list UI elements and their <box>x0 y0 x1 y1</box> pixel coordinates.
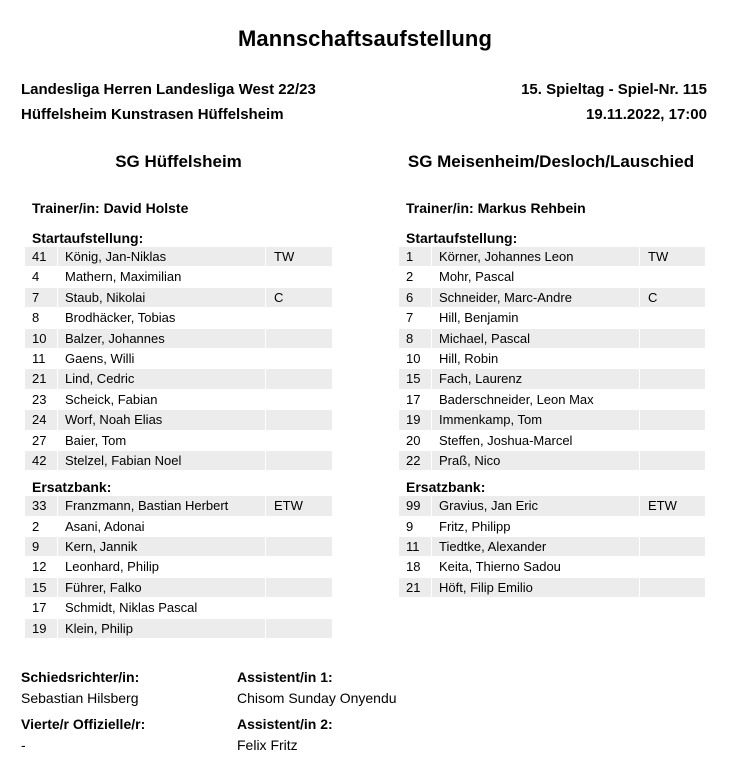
league-name: Landesliga Herren Landesliga West 22/23 <box>21 81 316 98</box>
player-number: 9 <box>406 518 414 534</box>
player-name: Worf, Noah Elias <box>58 410 265 429</box>
player-row <box>399 288 705 308</box>
player-number: 10 <box>25 329 57 348</box>
player-row <box>399 329 705 349</box>
player-name: Baier, Tom <box>65 432 127 448</box>
player-role <box>640 517 705 536</box>
player-name: Franzmann, Bastian Herbert <box>58 496 265 515</box>
fourth-official-block <box>21 715 145 754</box>
player-number: 19 <box>399 410 431 429</box>
home-team-name: SG Hüffelsheim <box>115 152 242 171</box>
assistant2-label: Assistent/in 2: <box>237 716 333 732</box>
player-role <box>640 308 705 327</box>
player-name: König, Jan-Niklas <box>58 247 265 266</box>
player-row <box>25 329 332 349</box>
player-role <box>266 598 332 617</box>
player-role <box>266 451 332 470</box>
player-name: Tiedtke, Alexander <box>432 537 639 556</box>
player-number: 15 <box>25 578 57 597</box>
player-name: Mohr, Pascal <box>439 269 515 285</box>
player-name: Brodhäcker, Tobias <box>65 310 176 326</box>
player-number: 2 <box>406 269 414 285</box>
page-title: Mannschaftsaufstellung <box>237 26 492 51</box>
player-name: Praß, Nico <box>432 451 639 470</box>
player-role <box>266 517 332 536</box>
home-lineup <box>25 199 332 639</box>
player-role: C <box>640 288 705 307</box>
player-number: 18 <box>406 559 421 575</box>
player-name: Höft, Filip Emilio <box>432 578 639 597</box>
player-row <box>25 517 332 537</box>
player-name: Asani, Adonai <box>65 518 145 534</box>
player-role <box>640 267 705 286</box>
player-name: Steffen, Joshua-Marcel <box>439 432 573 448</box>
home-starting-label: Startaufstellung: <box>32 230 144 246</box>
player-number: 22 <box>399 451 431 470</box>
away-lineup <box>399 199 705 598</box>
player-number: 21 <box>25 369 57 388</box>
player-row <box>25 598 332 618</box>
player-row <box>399 451 705 471</box>
player-number: 7 <box>25 288 57 307</box>
player-name: Körner, Johannes Leon <box>432 247 639 266</box>
player-row <box>25 537 332 557</box>
player-name: Gravius, Jan Eric <box>432 496 639 515</box>
player-role <box>266 557 332 576</box>
player-role <box>640 431 705 450</box>
fourth-official-name: - <box>21 737 26 753</box>
player-role <box>640 369 705 388</box>
player-role <box>640 390 705 409</box>
player-role <box>266 537 332 556</box>
player-number: 19 <box>25 619 57 638</box>
away-starting-label: Startaufstellung: <box>406 230 518 246</box>
player-row <box>25 267 332 287</box>
player-name: Schneider, Marc-Andre <box>432 288 639 307</box>
player-number: 4 <box>32 269 40 285</box>
player-role: ETW <box>640 496 705 515</box>
player-role <box>266 308 332 327</box>
player-name: Schmidt, Niklas Pascal <box>65 600 198 616</box>
player-number: 7 <box>406 310 414 326</box>
player-row <box>399 431 705 451</box>
away-bench-list <box>399 496 705 598</box>
player-name: Gaens, Willi <box>65 350 135 366</box>
player-role <box>640 410 705 429</box>
player-row <box>25 247 332 267</box>
player-name: Mathern, Maximilian <box>65 269 182 285</box>
player-role <box>266 619 332 638</box>
player-role <box>266 329 332 348</box>
player-row <box>25 410 332 430</box>
away-starting-list <box>399 247 705 471</box>
player-row <box>399 390 705 410</box>
player-role <box>640 349 705 368</box>
player-number: 12 <box>32 559 47 575</box>
player-role <box>640 578 705 597</box>
player-row <box>399 267 705 287</box>
player-name: Leonhard, Philip <box>65 559 159 575</box>
player-number: 1 <box>399 247 431 266</box>
player-number: 2 <box>32 518 40 534</box>
home-bench-list <box>25 496 332 639</box>
player-row <box>25 451 332 471</box>
player-name: Immenkamp, Tom <box>432 410 639 429</box>
player-row <box>399 308 705 328</box>
player-role <box>640 537 705 556</box>
player-number: 6 <box>399 288 431 307</box>
home-trainer: Trainer/in: David Holste <box>32 200 189 216</box>
player-name: Fritz, Philipp <box>439 518 511 534</box>
player-name: Stelzel, Fabian Noel <box>58 451 265 470</box>
player-role <box>640 329 705 348</box>
assistant1-label: Assistent/in 1: <box>237 669 333 685</box>
player-row <box>399 247 705 267</box>
player-number: 15 <box>399 369 431 388</box>
player-number: 21 <box>399 578 431 597</box>
home-starting-list <box>25 247 332 471</box>
player-row <box>399 369 705 389</box>
player-number: 23 <box>32 391 47 407</box>
player-number: 11 <box>32 350 46 366</box>
player-number: 24 <box>25 410 57 429</box>
player-row <box>399 578 705 598</box>
player-role: C <box>266 288 332 307</box>
player-row <box>25 496 332 516</box>
player-role <box>266 390 332 409</box>
fourth-official-label: Vierte/r Offizielle/r: <box>21 716 146 732</box>
player-row <box>399 517 705 537</box>
player-name: Führer, Falko <box>58 578 265 597</box>
player-row <box>399 349 705 369</box>
referee-name: Sebastian Hilsberg <box>21 690 139 706</box>
player-number: 11 <box>399 537 431 556</box>
player-row <box>399 537 705 557</box>
player-row <box>25 390 332 410</box>
player-row <box>25 369 332 389</box>
player-role <box>266 369 332 388</box>
player-row <box>25 557 332 577</box>
player-name: Michael, Pascal <box>432 329 639 348</box>
player-role <box>640 451 705 470</box>
player-number: 9 <box>25 537 57 556</box>
player-role: TW <box>640 247 705 266</box>
player-number: 20 <box>406 432 421 448</box>
player-row <box>25 619 332 639</box>
referee-label: Schiedsrichter/in: <box>21 669 140 685</box>
player-row <box>25 288 332 308</box>
player-role <box>266 349 332 368</box>
venue-name: Hüffelsheim Kunstrasen Hüffelsheim <box>21 106 284 123</box>
player-number: 10 <box>406 350 421 366</box>
away-team-name: SG Meisenheim/Desloch/Lauschied <box>407 152 695 171</box>
player-row <box>25 578 332 598</box>
player-name: Hill, Benjamin <box>439 310 519 326</box>
player-number: 42 <box>25 451 57 470</box>
player-name: Scheick, Fabian <box>65 391 158 407</box>
player-name: Hill, Robin <box>439 350 499 366</box>
referee-block <box>21 668 139 707</box>
home-bench-label: Ersatzbank: <box>32 479 112 496</box>
player-name: Staub, Nikolai <box>58 288 265 307</box>
player-number: 8 <box>32 310 40 326</box>
player-number: 27 <box>32 432 47 448</box>
assistant2-name: Felix Fritz <box>237 737 298 753</box>
assistant1-name: Chisom Sunday Onyendu <box>237 690 397 706</box>
player-row <box>25 431 332 451</box>
player-role <box>266 410 332 429</box>
player-name: Fach, Laurenz <box>432 369 639 388</box>
player-number: 33 <box>25 496 57 515</box>
player-role <box>640 557 705 576</box>
match-datetime: 19.11.2022, 17:00 <box>586 106 707 123</box>
player-number: 99 <box>399 496 431 515</box>
player-number: 8 <box>399 329 431 348</box>
player-row <box>399 557 705 577</box>
player-row <box>25 308 332 328</box>
away-trainer: Trainer/in: Markus Rehbein <box>406 200 586 216</box>
away-bench-label: Ersatzbank: <box>406 479 486 496</box>
player-name: Lind, Cedric <box>58 369 265 388</box>
player-name: Klein, Philip <box>58 619 265 638</box>
player-number: 17 <box>406 391 421 407</box>
matchday-info: 15. Spieltag - Spiel-Nr. 115 <box>521 81 707 98</box>
player-role <box>266 431 332 450</box>
player-name: Kern, Jannik <box>58 537 265 556</box>
player-number: 17 <box>32 600 47 616</box>
player-row <box>399 410 705 430</box>
assistant2-block <box>237 715 333 754</box>
player-row <box>399 496 705 516</box>
player-row <box>25 349 332 369</box>
assistant1-block <box>237 668 397 707</box>
player-role: ETW <box>266 496 332 515</box>
player-name: Balzer, Johannes <box>58 329 265 348</box>
player-name: Keita, Thierno Sadou <box>439 559 561 575</box>
player-role <box>266 578 332 597</box>
player-name: Baderschneider, Leon Max <box>439 391 594 407</box>
player-number: 41 <box>25 247 57 266</box>
player-role <box>266 267 332 286</box>
player-role: TW <box>266 247 332 266</box>
